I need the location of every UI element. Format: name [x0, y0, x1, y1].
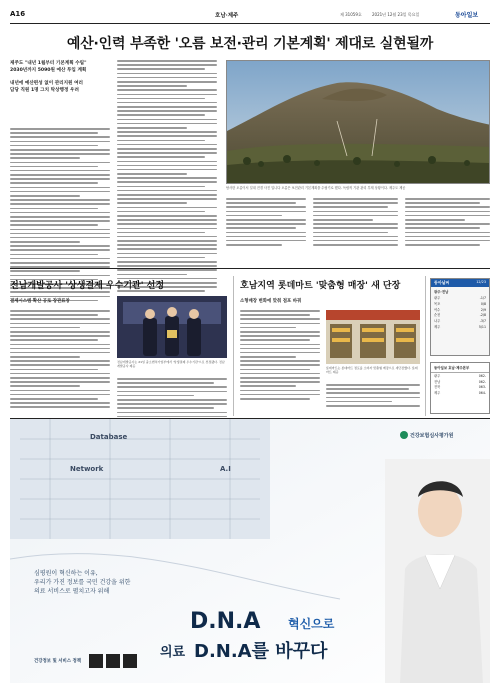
ad-footer-label: 건강정보 및 서비스 정책 [34, 659, 82, 664]
qr-icon [123, 654, 137, 668]
story2-subhead: 결제시스템 확산 공로 장관표창 [10, 299, 70, 304]
section-title: 호남·제주 [215, 13, 239, 19]
main-photo [226, 60, 490, 184]
story2-body-col-1 [10, 310, 110, 411]
lead-line-3: 내년에 예산편성 없이 관리지원 여러 [10, 81, 83, 86]
ad-model-image [385, 459, 490, 683]
story3-headline: 호남지역 롯데마트 '맞춤형 매장' 새 단장 [240, 281, 401, 291]
weather-row: 목포 0/8 [434, 301, 486, 306]
story2-headline: 전남개발공사 '상생결제 우수기관' 선정 [10, 281, 165, 291]
weather-row: 광주 -1/7 [434, 296, 486, 300]
ad-slogan-innovation: 혁신으로 [288, 617, 335, 631]
weather-box [430, 278, 490, 356]
contact-row: 제주 064- [434, 390, 486, 395]
lead-line-2: 2030년까지 5090원 예산 투입 계획 [10, 68, 87, 73]
contact-row: 전북 063- [434, 385, 486, 390]
oreum-landscape-image [227, 61, 490, 184]
lead-block [10, 60, 110, 94]
ad-copy [34, 569, 184, 596]
section-divider [10, 268, 490, 269]
ad-footer [34, 654, 137, 668]
header-rule [10, 23, 490, 24]
main-body-col-4 [313, 198, 398, 248]
issue-number: 제 31059호 [340, 12, 362, 17]
ad-slogan-medical: 의료 [160, 645, 186, 660]
issue-date: 2021년 12월 23일 목요일 [372, 12, 420, 17]
award-ceremony-image [117, 296, 227, 358]
lead-line-1: 제주도 "내년 1월부터 기본계획 수립" [10, 61, 87, 66]
weather-title: 동아날씨 [434, 280, 450, 285]
column-divider-2 [425, 276, 426, 416]
store-interior-image [326, 310, 420, 364]
qr-icon [106, 654, 120, 668]
story3-body-col-1 [240, 310, 320, 402]
brand-logo: 동아일보 [455, 12, 479, 19]
ad-person-photo [385, 459, 490, 683]
page-number: A16 [10, 10, 26, 18]
weather-row: 순천 -2/8 [434, 313, 486, 318]
ad-brand-logo-icon [400, 431, 408, 439]
advertisement [10, 418, 490, 683]
story3-subhead: 소형매장 변화에 맞춰 점포 바꿔 [240, 299, 302, 304]
weather-table [431, 296, 489, 331]
page-header [10, 10, 490, 22]
main-headline: 예산·인력 부족한 '오름 보전·관리 기본계획' 제대로 실현될까 [66, 36, 434, 52]
qr-icon [89, 654, 103, 668]
ad-copy-line-1: 심평원이 혁신하는 이유, [34, 570, 98, 577]
main-photo-caption: 탐사한 오름이서 일대 전경 사진 입니다 오름은 보전관리 기본계획을 수립키로 했다. 독립적 기관 관리 부재 상황이다. 제주도 제공 [226, 186, 406, 190]
story2-photo-caption: 전남개발공사는 21일 중소벤처기업부에서 '상생결제 우수기관'으로 선정됐다. 전남개발공사 제공 [117, 360, 225, 369]
contact-row: 전남 062- [434, 379, 486, 384]
story3-photo [326, 310, 420, 364]
ad-brand-name: 건강보험심사평가원 [410, 432, 454, 439]
ad-brand [400, 431, 453, 439]
main-body-col-3 [226, 198, 306, 248]
contact-row: 광주 062- [434, 374, 486, 378]
ad-tag-ai: A.I [220, 465, 231, 473]
weather-row: 제주 5/11 [434, 324, 486, 329]
ad-tag-database: Database [90, 433, 128, 441]
weather-region: 광주·전남 [434, 290, 449, 294]
weather-row: 나주 -3/7 [434, 319, 486, 324]
story3-photo-caption: 롯데마트는 롯데마트 점포를 소비자 맞춤형 매장으로 새단장했다. 롯데마트 제공 [326, 366, 418, 375]
main-body-col-2 [117, 60, 217, 295]
ad-copy-line-3: 의료 서비스로 펼치고자 위해 [34, 588, 110, 595]
weather-row: 여수 2/9 [434, 307, 486, 312]
contact-box [430, 362, 490, 414]
contact-title: 동아일보 호남·제주본부 [431, 363, 489, 373]
story2-body-col-2 [117, 378, 227, 420]
ad-copy-line-2: 우리가 가진 정보를 국민 건강을 위한 [34, 579, 131, 586]
ad-slogan-dna: D.N.A [190, 609, 261, 634]
ad-slogan [160, 609, 390, 669]
column-divider-1 [233, 276, 234, 416]
weather-date: 12/23 [476, 280, 486, 284]
lead-line-4: 담당 직원 1명 그치 탁상행정 우려 [10, 88, 79, 93]
main-body-col-5 [405, 198, 490, 248]
ad-slogan-change: D.N.A를 바꾸다 [194, 641, 328, 662]
ad-tag-network: Network [70, 465, 104, 473]
story2-photo [117, 296, 227, 358]
story3-body-col-2 [326, 384, 420, 409]
